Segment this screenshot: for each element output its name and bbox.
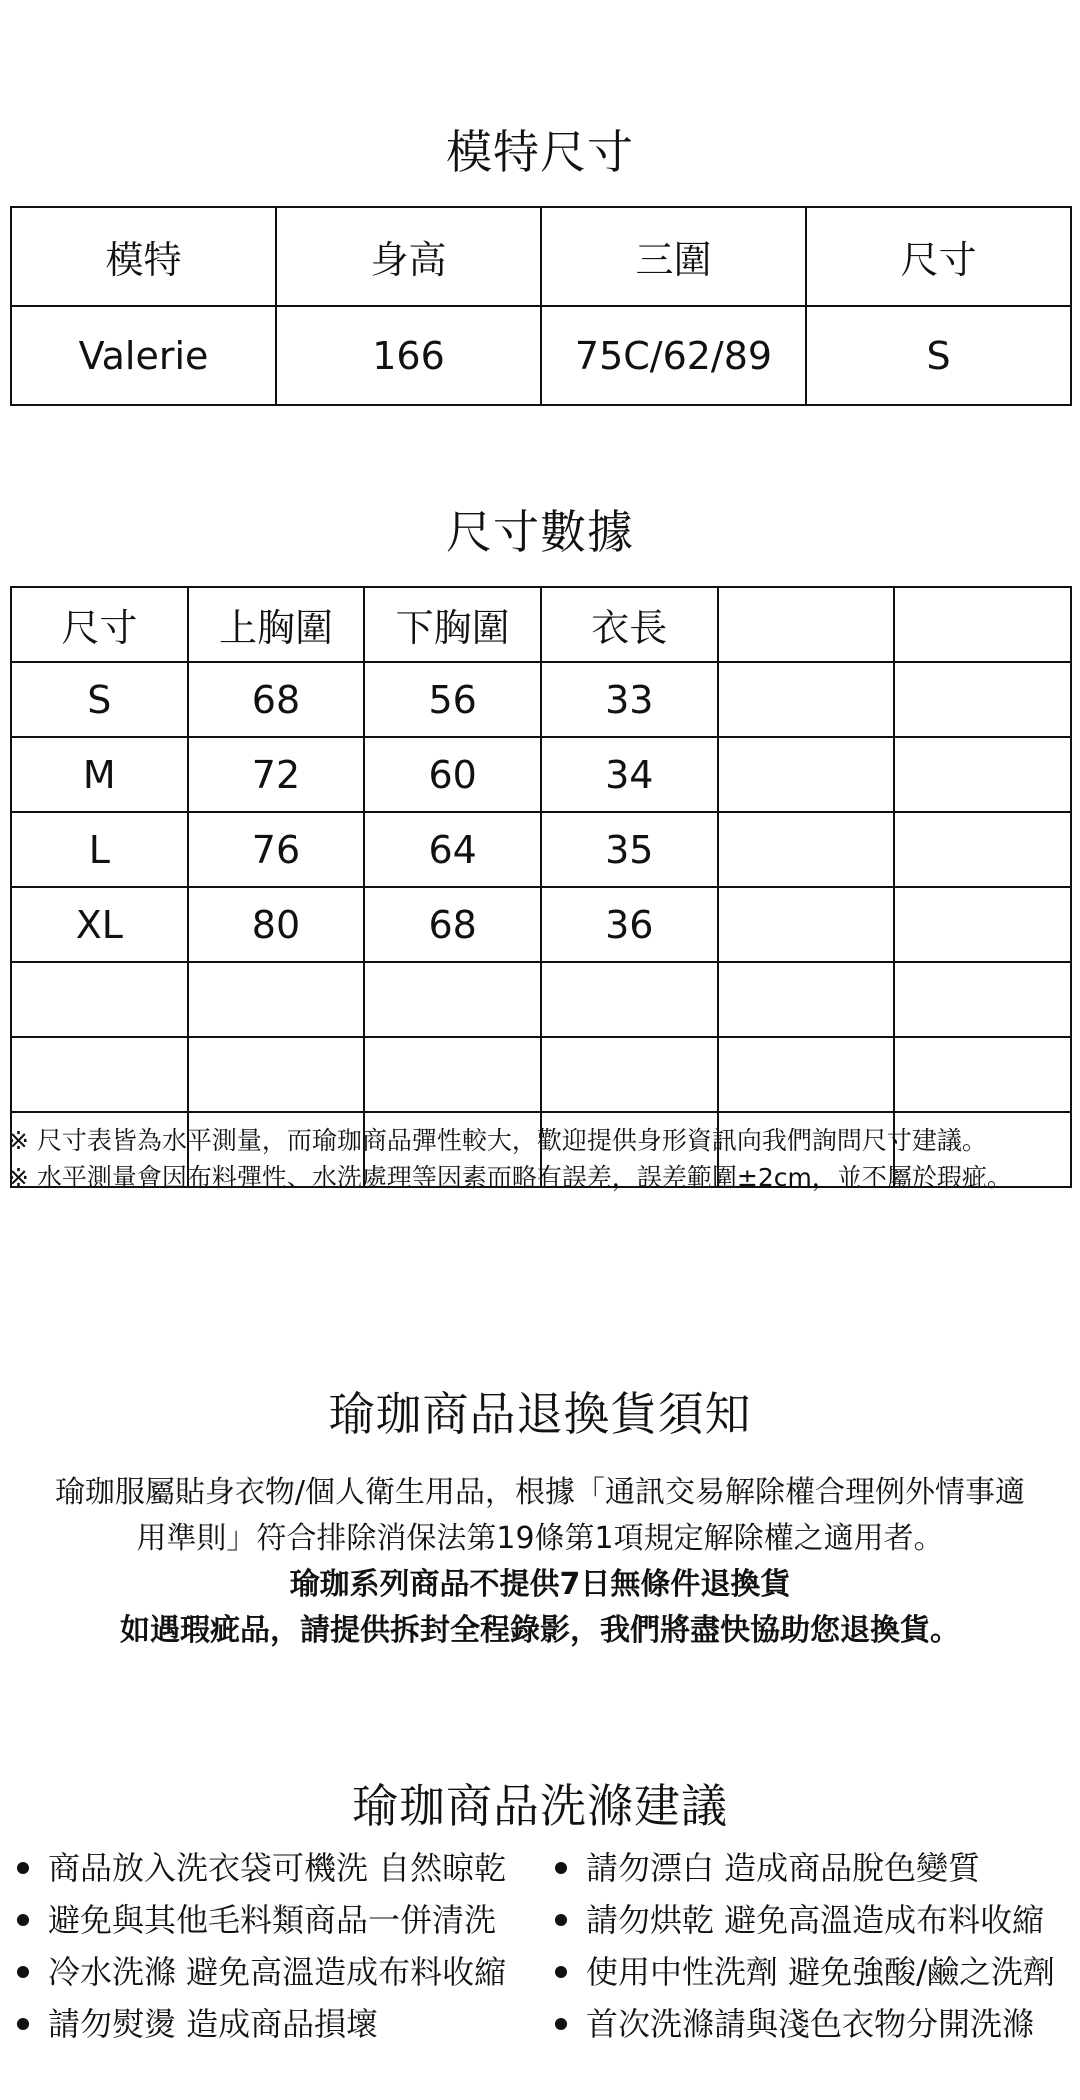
table-cell: 34 <box>541 737 718 812</box>
size-data-table <box>10 586 1072 1188</box>
table-cell: 36 <box>541 887 718 962</box>
washing-title: 瑜珈商品洗滌建議 <box>352 1779 728 1833</box>
table-header-row <box>11 587 1071 662</box>
header-cell: 身高 <box>276 207 541 306</box>
washing-list-left <box>10 1842 506 2050</box>
table-cell <box>11 1037 188 1112</box>
table-cell <box>894 812 1071 887</box>
table-row <box>11 306 1071 405</box>
returns-bold-line: 瑜珈系列商品不提供7日無條件退換貨 <box>289 1567 791 1602</box>
returns-paragraph-line: 用準則」符合排除消保法第19條第1項規定解除權之適用者。 <box>136 1521 944 1556</box>
table-cell <box>364 962 541 1037</box>
table-cell <box>718 812 895 887</box>
header-cell <box>894 587 1071 662</box>
table-cell <box>718 662 895 737</box>
table-row <box>11 662 1071 737</box>
table-cell <box>541 1037 718 1112</box>
table-cell <box>718 887 895 962</box>
model-size-table <box>10 206 1072 406</box>
table-row <box>11 962 1071 1037</box>
list-item: 請勿烘乾 避免高溫造成布料收縮 <box>548 1894 1055 1946</box>
table-cell <box>894 887 1071 962</box>
table-header-row <box>11 207 1071 306</box>
header-cell: 上胸圍 <box>188 587 365 662</box>
table-cell: 72 <box>188 737 365 812</box>
table-cell: Valerie <box>11 306 276 405</box>
list-item: 商品放入洗衣袋可機洗 自然晾乾 <box>10 1842 506 1894</box>
table-cell: 75C/62/89 <box>541 306 806 405</box>
list-item: 首次洗滌請與淺色衣物分開洗滌 <box>548 1998 1055 2050</box>
size-data-title: 尺寸數據 <box>446 505 634 559</box>
table-cell <box>894 737 1071 812</box>
table-cell <box>894 662 1071 737</box>
table-row <box>11 1037 1071 1112</box>
table-cell <box>11 962 188 1037</box>
returns-policy <box>10 1470 1070 1654</box>
header-cell: 尺寸 <box>11 587 188 662</box>
table-cell <box>718 962 895 1037</box>
table-cell <box>894 1037 1071 1112</box>
table-cell: 68 <box>188 662 365 737</box>
returns-title: 瑜珈商品退換貨須知 <box>328 1387 752 1441</box>
list-item: 冷水洗滌 避免高溫造成布料收縮 <box>10 1946 506 1998</box>
table-cell <box>718 1037 895 1112</box>
table-cell <box>364 1037 541 1112</box>
table-cell <box>188 962 365 1037</box>
model-size-title: 模特尺寸 <box>446 125 634 179</box>
list-item: 請勿熨燙 造成商品損壞 <box>10 1998 506 2050</box>
table-row <box>11 887 1071 962</box>
header-cell: 衣長 <box>541 587 718 662</box>
table-cell: 68 <box>364 887 541 962</box>
returns-paragraph-line: 瑜珈服屬貼身衣物/個人衛生用品，根據「通訊交易解除權合理例外情事適 <box>54 1475 1026 1510</box>
header-cell: 尺寸 <box>806 207 1071 306</box>
header-cell: 模特 <box>11 207 276 306</box>
table-cell <box>894 962 1071 1037</box>
table-cell: 80 <box>188 887 365 962</box>
table-cell <box>718 737 895 812</box>
list-item: 避免與其他毛料類商品一併清洗 <box>10 1894 506 1946</box>
table-cell <box>541 962 718 1037</box>
header-cell: 三圍 <box>541 207 806 306</box>
washing-list-right <box>548 1842 1055 2050</box>
table-cell <box>188 1037 365 1112</box>
header-cell: 下胸圍 <box>364 587 541 662</box>
table-cell: M <box>11 737 188 812</box>
note-line: ※ 水平測量會因布料彈性、水洗處理等因素而略有誤差，誤差範圍±2cm，並不屬於瑕疵。 <box>8 1163 1012 1192</box>
table-cell: 64 <box>364 812 541 887</box>
table-cell: S <box>806 306 1071 405</box>
list-item: 使用中性洗劑 避免強酸/鹼之洗劑 <box>548 1946 1055 1998</box>
table-cell: 76 <box>188 812 365 887</box>
table-cell: XL <box>11 887 188 962</box>
table-row <box>11 737 1071 812</box>
table-cell: 56 <box>364 662 541 737</box>
table-cell: 166 <box>276 306 541 405</box>
table-row <box>11 812 1071 887</box>
list-item: 請勿漂白 造成商品脫色變質 <box>548 1842 1055 1894</box>
measurement-notes <box>8 1122 1074 1196</box>
table-cell: 33 <box>541 662 718 737</box>
returns-bold-line: 如遇瑕疵品，請提供拆封全程錄影，我們將盡快協助您退換貨。 <box>120 1613 960 1648</box>
table-cell: 35 <box>541 812 718 887</box>
table-cell: 60 <box>364 737 541 812</box>
header-cell <box>718 587 895 662</box>
table-cell: S <box>11 662 188 737</box>
note-line: ※ 尺寸表皆為水平測量，而瑜珈商品彈性較大，歡迎提供身形資訊向我們詢問尺寸建議。 <box>8 1126 987 1155</box>
table-cell: L <box>11 812 188 887</box>
